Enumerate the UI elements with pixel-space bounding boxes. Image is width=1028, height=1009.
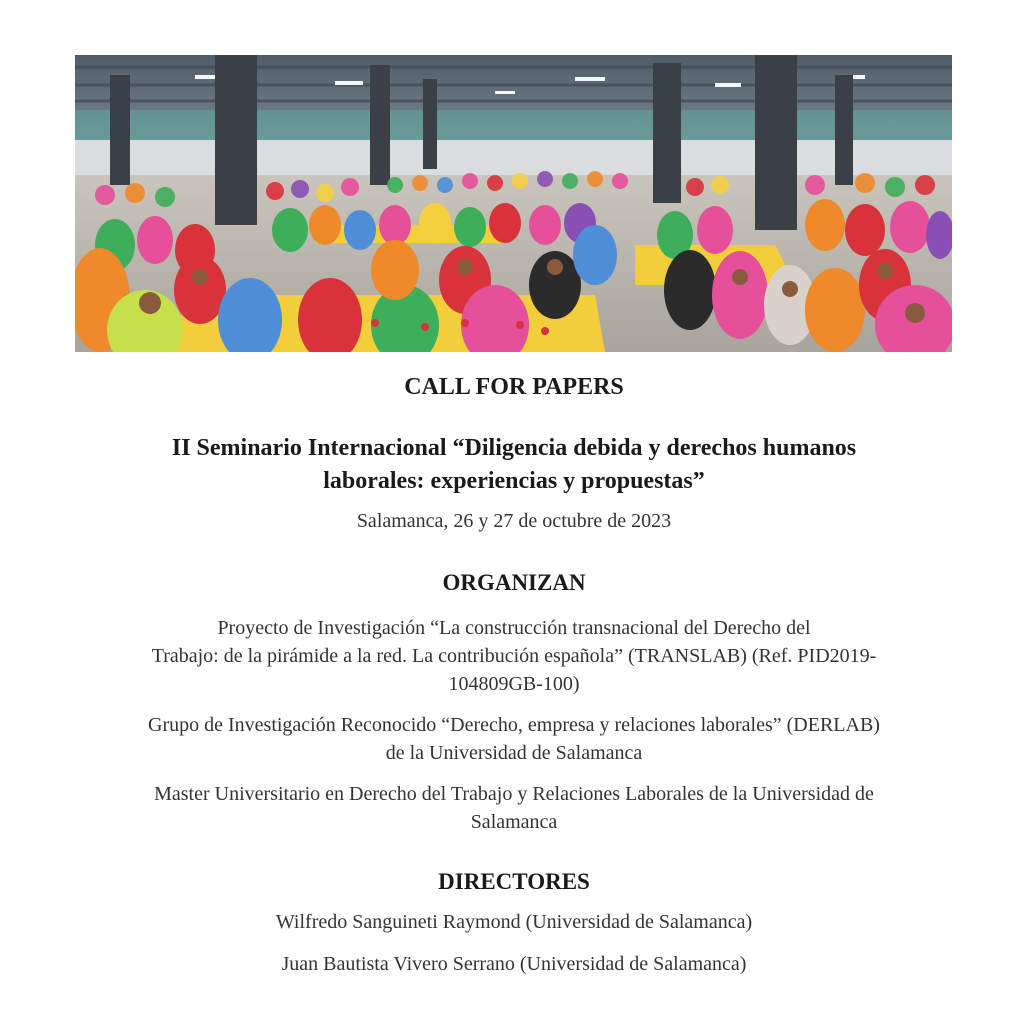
organizer-translab-line-3: 104809GB-100) — [448, 673, 580, 695]
organizer-translab — [0, 614, 1028, 698]
organizer-master-line-2: Salamanca — [470, 811, 558, 833]
director-1: Wilfredo Sanguineti Raymond (Universidad de Salamanca) — [275, 911, 753, 933]
organizer-master — [0, 780, 1028, 836]
organizer-translab-line-1: Proyecto de Investigación “La construcción transnacional del Derecho del — [217, 617, 811, 639]
organizer-derlab-line-1: Grupo de Investigación Reconocido “Derecho, empresa y relaciones laborales” (DERLAB) — [148, 714, 880, 736]
call-for-papers-heading: CALL FOR PAPERS — [404, 374, 624, 400]
organizer-derlab-line-2: de la Universidad de Salamanca — [385, 742, 643, 764]
organizer-derlab — [0, 711, 1028, 767]
organizer-translab-line-2: Trabajo: de la pirámide a la red. La contribución española” (TRANSLAB) (Ref. PID2019- — [151, 645, 877, 667]
director-2: Juan Bautista Vivero Serrano (Universidad de Salamanca) — [281, 953, 747, 975]
seminar-title-line-2: laborales: experiencias y propuestas” — [323, 468, 705, 494]
header-photo — [75, 55, 952, 352]
organizers-heading: ORGANIZAN — [442, 570, 586, 595]
seminar-title-line-1: II Seminario Internacional “Diligencia debida y derechos humanos — [171, 435, 857, 461]
place-and-date: Salamanca, 26 y 27 de octubre de 2023 — [356, 510, 672, 532]
organizer-master-line-1: Master Universitario en Derecho del Trabajo y Relaciones Laborales de la Universidad de — [154, 783, 874, 805]
seminar-title — [0, 432, 1028, 498]
factory-hall-image — [75, 55, 952, 352]
directors-heading: DIRECTORES — [438, 869, 590, 894]
